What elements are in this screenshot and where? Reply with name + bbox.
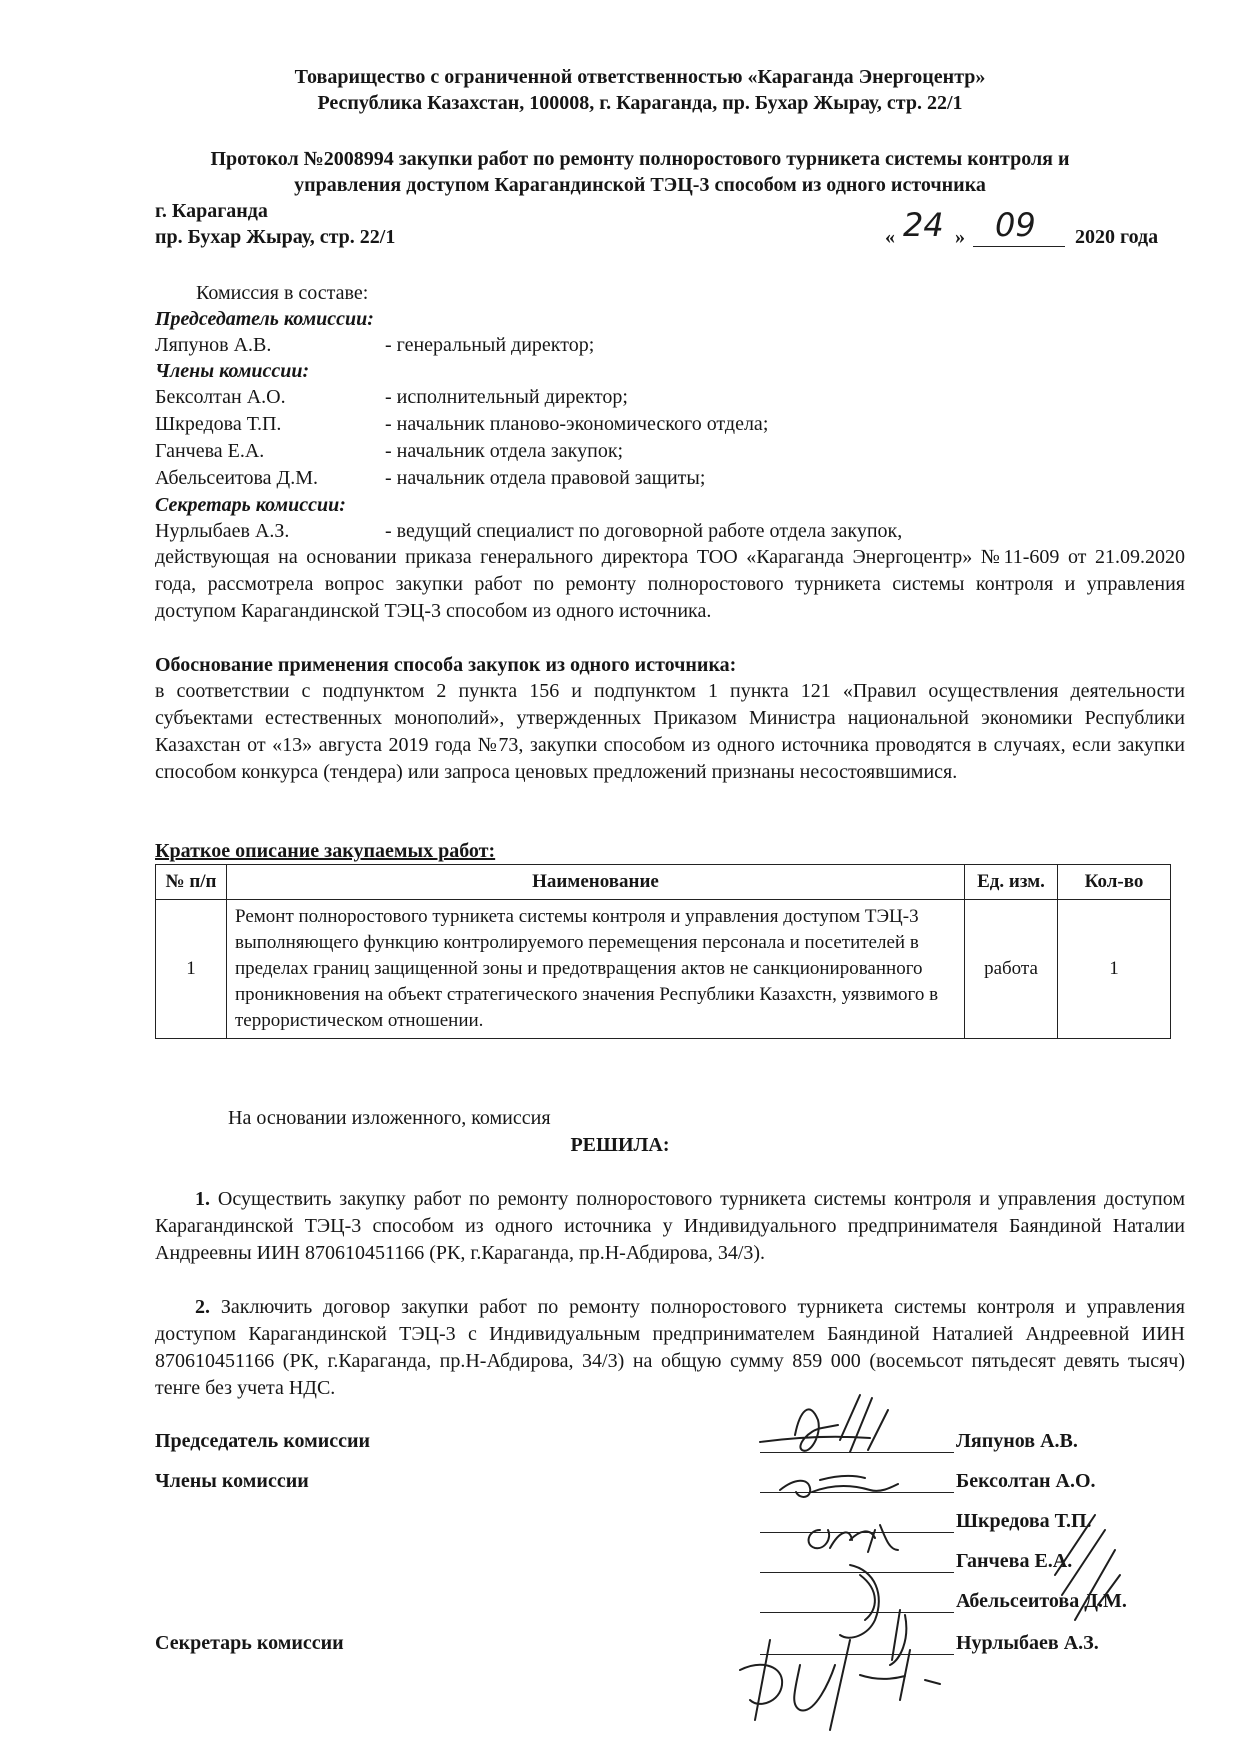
decision-item-1	[155, 1186, 1185, 1267]
member-row	[155, 438, 623, 464]
chair-row	[155, 332, 594, 358]
row-name: Ремонт полноростового турникета системы контроля и управления доступом ТЭЦ-3 выполняющего функцию контролируемого перемещения персонала и посетителей в пределах границ защищенной зоны и предотвращения актов не санкционированного проникновения на объект стратегического значения Республики Казахстн, уязвимого в террористическом отношении.	[227, 900, 965, 1039]
decision-intro: На основании изложенного, комиссия	[228, 1107, 551, 1129]
member-name: Абельсеитова Д.М.	[155, 467, 318, 489]
col-qty-header: Кол-во	[1058, 865, 1171, 900]
signature-chair	[760, 1395, 888, 1452]
member-role: - исполнительный директор;	[385, 386, 628, 408]
secretary-heading: Секретарь комиссии:	[155, 494, 346, 516]
signatory-name: Абельсеитова Д.М.	[956, 1590, 1127, 1612]
protocol-title-line1: Протокол №2008994 закупки работ по ремонту полноростового турникета системы контроля и	[210, 148, 1070, 170]
chair-name: Ляпунов А.В.	[155, 334, 272, 356]
commission-intro: Комиссия в составе:	[196, 282, 369, 304]
secretary-name: Нурлыбаев А.З.	[155, 520, 290, 542]
member-row	[155, 465, 705, 491]
signatory-name: Бексолтан А.О.	[956, 1470, 1096, 1492]
col-num-header: № п/п	[156, 865, 227, 900]
decision-item-number: 1.	[195, 1188, 210, 1210]
member-row	[155, 411, 768, 437]
org-address: Республика Казахстан, 100008, г. Караганда, пр. Бухар Жырау, стр. 22/1	[317, 92, 963, 114]
member-role: - начальник отдела закупок;	[385, 440, 624, 462]
member-name: Ганчева Е.А.	[155, 440, 265, 462]
protocol-title-line2: управления доступом Карагандинской ТЭЦ-3 способом из одного источника	[294, 174, 986, 196]
chair-signature-label: Председатель комиссии	[155, 1430, 371, 1452]
signatory-name: Ганчева Е.А.	[956, 1550, 1073, 1572]
secretary-row	[155, 518, 902, 544]
secretary-signature-label: Секретарь комиссии	[155, 1632, 344, 1654]
works-heading: Краткое описание закупаемых работ:	[155, 840, 496, 862]
decision-item-number: 2.	[195, 1296, 210, 1318]
signatory-name: Нурлыбаев А.З.	[956, 1632, 1099, 1654]
chair-heading: Председатель комиссии:	[155, 308, 374, 330]
members-heading: Члены комиссии:	[155, 360, 310, 382]
commission-basis-text: действующая на основании приказа генерального директора ТОО «Караганда Энергоцентр» №11-609 от 21.09.2020 года, рассмотрела вопрос закупки работ по ремонту полноростового турникета системы контроля и управления доступом Карагандинской ТЭЦ-3 способом из одного источника.	[155, 546, 1185, 622]
date-open-quote: «	[885, 226, 895, 248]
signature-member-1	[780, 1476, 898, 1497]
handwritten-signatures	[700, 1380, 1240, 1754]
org-name: Товарищество с ограниченной ответственностью «Караганда Энергоцентр»	[294, 66, 986, 88]
signatory-name: Шкредова Т.П.	[956, 1510, 1092, 1532]
date-close-quote: »	[955, 226, 965, 248]
chair-role: - генеральный директор;	[385, 334, 595, 356]
date-underline	[973, 246, 1065, 247]
row-qty: 1	[1058, 900, 1171, 1039]
justification-heading: Обоснование применения способа закупок из одного источника:	[155, 654, 737, 676]
works-table	[155, 864, 1171, 1039]
col-name-header: Наименование	[227, 865, 965, 900]
date-month: 09	[995, 206, 1036, 244]
justification-text: в соответствии с подпунктом 2 пункта 156 и подпунктом 1 пункта 121 «Правил осуществления деятельности субъектами естественных монополий», утвержденных Приказом Министра национальной экономики Республики Казахстан от «13» августа 2019 года №73, закупки способом из одного источника проводятся в случаях, если закупки способом конкурса (тендера) или запроса ценовых предложений признаны несостоявшимися.	[155, 680, 1185, 783]
row-unit: работа	[965, 900, 1058, 1039]
place-street: пр. Бухар Жырау, стр. 22/1	[155, 226, 396, 248]
member-role: - начальник планово-экономического отдела;	[385, 413, 769, 435]
row-num: 1	[156, 900, 227, 1039]
signature-member-3	[840, 1565, 879, 1638]
member-name: Шкредова Т.П.	[155, 413, 282, 435]
signature-secretary	[740, 1640, 940, 1730]
date-day: 24	[903, 206, 944, 244]
table-header-row	[156, 865, 1171, 900]
protocol-date	[885, 206, 1165, 246]
secretary-role: - ведущий специалист по договорной работе отдела закупок,	[385, 520, 903, 542]
signature-member-4	[890, 1610, 906, 1665]
place-city: г. Караганда	[155, 200, 268, 222]
col-unit-header: Ед. изм.	[965, 865, 1058, 900]
decision-item-text: Осуществить закупку работ по ремонту полноростового турникета системы контроля и управления доступом Карагандинской ТЭЦ-3 способом из одного источника у Индивидуального предпринимателя Баяндиной Наталии Андреевны ИИН 870610451166 (РК, г.Караганда, пр.Н-Абдирова, 34/3).	[155, 1188, 1185, 1264]
member-name: Бексолтан А.О.	[155, 386, 286, 408]
member-row	[155, 384, 628, 410]
signature-margin	[1055, 1515, 1120, 1620]
decision-heading: РЕШИЛА:	[570, 1134, 670, 1156]
signature-member-2	[809, 1525, 898, 1552]
signatory-name: Ляпунов А.В.	[956, 1430, 1078, 1452]
members-signature-label: Члены комиссии	[155, 1470, 309, 1492]
date-year: 2020 года	[1075, 226, 1159, 248]
decision-item-text: Заключить договор закупки работ по ремонту полноростового турникета системы контроля и управления доступом Карагандинской ТЭЦ-3 с Индивидуальным предпринимателем Баяндиной Наталией Андреевной ИИН 870610451166 (РК, г.Караганда, пр.Н-Абдирова, 34/3) на общую сумму 859 000 (восемьсот пятьдесят девять тысяч) тенге без учета НДС.	[155, 1296, 1185, 1399]
member-role: - начальник отдела правовой защиты;	[385, 467, 706, 489]
table-row	[156, 900, 1171, 1039]
